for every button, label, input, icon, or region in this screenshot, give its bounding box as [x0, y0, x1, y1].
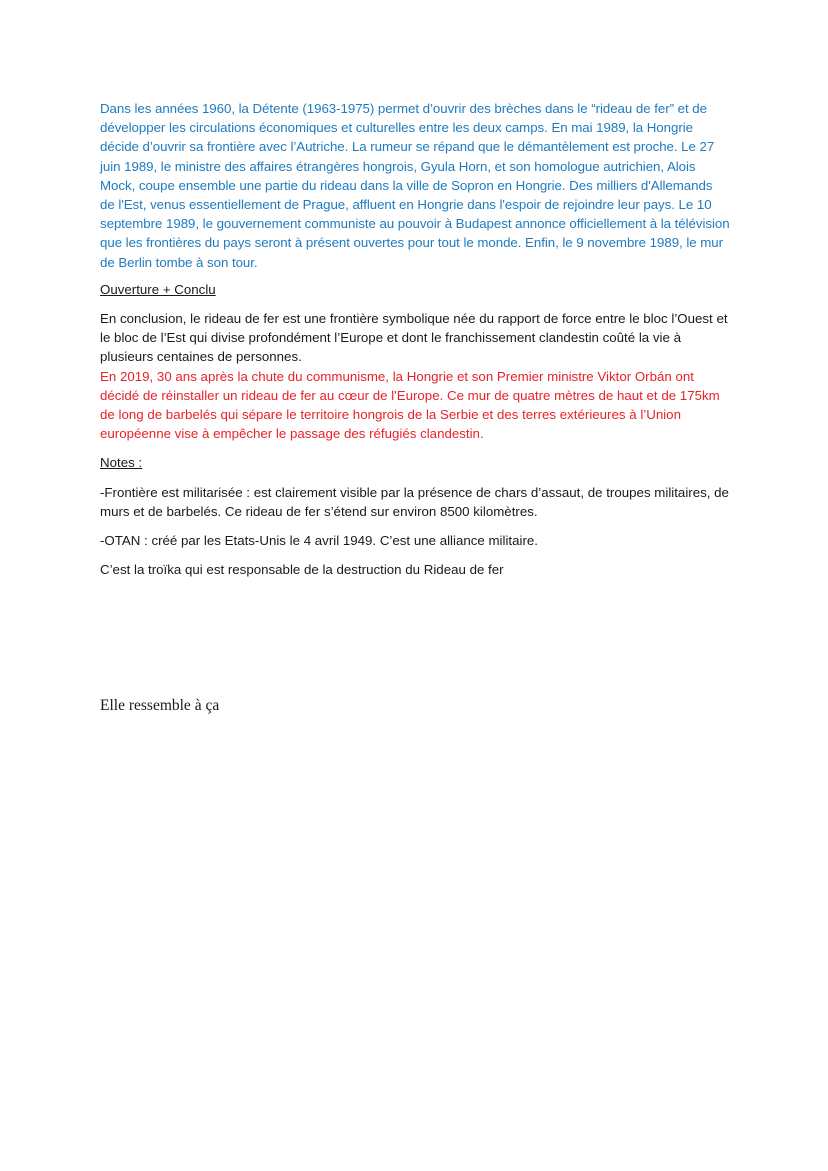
note-item-troika: C’est la troïka qui est responsable de la destruction du Rideau de fer: [100, 562, 504, 578]
section-heading-ouverture: Ouverture + Conclu: [100, 281, 216, 297]
note-item-frontiere: -Frontière est militarisée : est clairement visible par la présence de chars d’assaut, de troupes militaires, de murs et de barbelés. Ce rideau de fer s’étend sur environ 8500 kilomètres.: [100, 484, 729, 519]
document-body: [100, 99, 730, 579]
conclusion-paragraph: En conclusion, le rideau de fer est une frontière symbolique née du rapport de force entre le bloc l’Ouest et le bloc de l’Est qui divise profondément l’Europe et dont le franchissement clandestin coûté la vie à plusieurs centaines de personnes.: [100, 311, 728, 365]
image-caption: Elle ressemble à ça: [100, 697, 220, 714]
note-item-otan: -OTAN : créé par les Etats-Unis le 4 avril 1949. C’est une alliance militaire.: [100, 533, 538, 549]
intro-paragraph: Dans les années 1960, la Détente (1963-1975) permet d’ouvrir des brèches dans le “rideau de fer” et de développer les circulations économiques et culturelles entre les deux camps. En mai 1989, la Hongrie décide d’ouvrir sa frontière avec l’Autriche. La rumeur se répand que le démantèlement est proche. Le 27 juin 1989, le ministre des affaires étrangères hongrois, Gyula Horn, et son homologue autrichien, Alois Mock, coupe ensemble une partie du rideau dans la ville de Sopron en Hongrie. Des milliers d'Allemands de l'Est, venus essentiellement de Prague, affluent en Hongrie dans l'espoir de rejoindre leur pays. Le 10 septembre 1989, le gouvernement communiste au pouvoir à Budapest annonce officiellement à la télévision que les frontières du pays seront à présent ouvertes pour tout le monde. Enfin, le 9 novembre 1989, le mur de Berlin tombe à son tour.: [100, 101, 730, 270]
opening-paragraph: En 2019, 30 ans après la chute du communisme, la Hongrie et son Premier ministre Viktor Orbán ont décidé de réinstaller un rideau de fer au cœur de l'Europe. Ce mur de quatre mètres de haut et de 175km de long de barbelés qui sépare le territoire hongrois de la Serbie et des terres extérieures à l’Union européenne vise à empêcher le passage des réfugiés clandestin.: [100, 368, 720, 442]
section-heading-notes: Notes :: [100, 455, 143, 471]
